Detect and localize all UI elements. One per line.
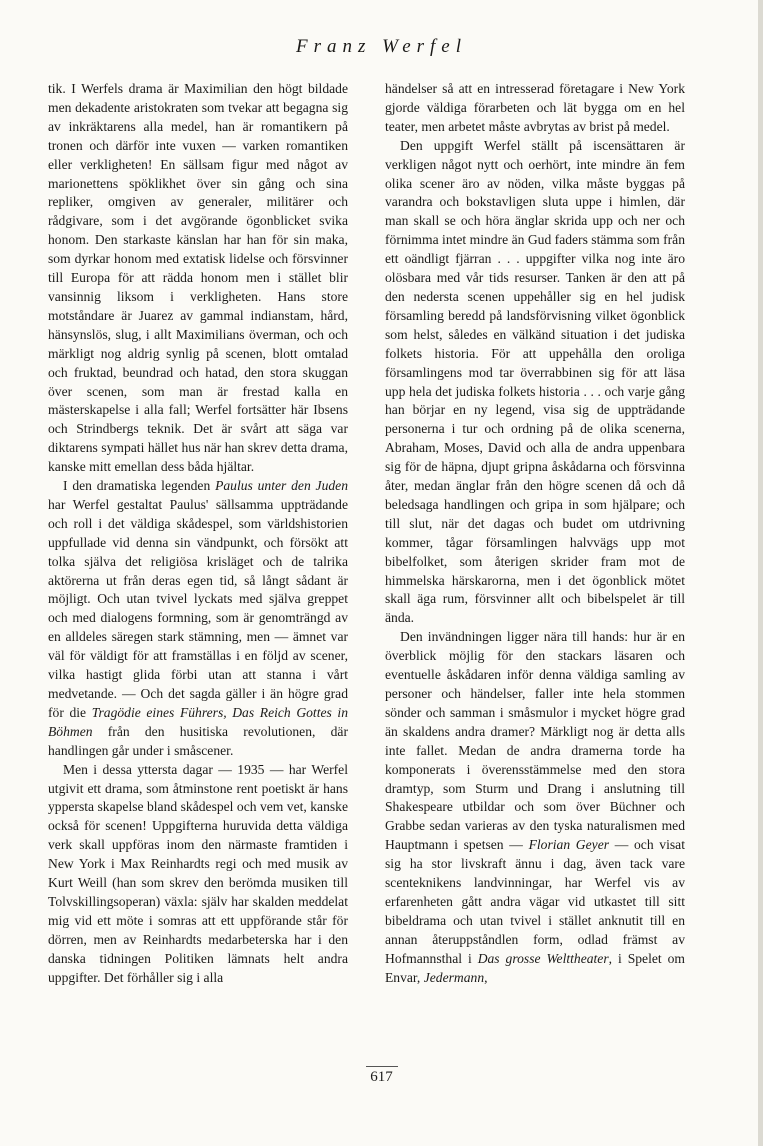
paragraph: I den dramatiska legenden Paulus unter den Juden har Werfel gestaltat Paulus' sällsamma uppträdande och roll i det väldiga skådespel, som världshistorien uppfullade vid denna sin vändpunkt, och försökt att tolka själva det religiösa krisläget och de talrika aktörerna ut från deras egen tid, så långt sådant är möjligt. Och utan tvivel lyckats med själva greppet och med dialogens formning, som är genomträngd av en alldeles säregen stark stämning, men — ämnet var väl för väldigt för att framställas i en följd av scener, vilka hastigt glida förbi utan att stanna i vårt medvetande. — Och det sagda gäller i än högre grad för die Tragödie eines Führers, Das Reich Gottes in Böhmen från den husitiska revolutionen, där handlingen går under i småscener. <box>48 478 348 758</box>
work-title: Paulus unter den Juden <box>215 478 348 494</box>
work-title: Das grosse Welttheater <box>477 950 609 966</box>
paragraph: Den invändningen ligger nära till hands: hur är en överblick möjlig för den stackars läsaren och eventuelle åskådaren inför denna väldiga samling av personer och händelser, faller inte hela stommen sönder och samman i småsmulor i mycket högre grad än skaldens andra dramer? Märkligt nog är detta alls inte fallet. Medan de andra dramerna torde ha komponerats i överensstämmelse med den stora dramtyp, som Sturm und Drang i anslutning till Shakespeare utbildar och som över Büchner och Grabbe sedan varieras av den tyska naturalismen med Hauptmann i spetsen — Florian Geyer — och visat sig ha stor livskraft ännu i dag, även tack vare scenteknikens landvinningar, har Werfel vis av erfarenheten gått andra vägar vid utkastet till sitt bibeldrama och utan tvivel i stället anknutit till en annan återuppståndlen form, odlad främst av Hofmannsthal i Das grosse Welttheater, i Spelet om Envar, Jedermann, <box>385 629 685 985</box>
running-header: Franz Werfel <box>295 36 468 57</box>
work-title: Jedermann <box>423 969 485 985</box>
paragraph: Men i dessa yttersta dagar — 1935 — har Werfel utgivit ett drama, som åtminstone rent poetiskt är hans yppersta skapelse bland skådespel och vem vet, kanske också för scenen! Uppgifterna huruvida detta väldiga verk skall uppföras inom den närmaste framtiden i New York i Max Reinhardts regi och med musik av Kurt Weill (han som skrev den berömda musiken till Tolvskillingsoperan) växla: själv har skalden meddelat mig vid ett möte i somras att ett uppförande står för dörren, men av Reinhardts medarbeterska har i den danska tidningen Politiken lämnats helt andra uppgifter. Det förhåller sig i alla <box>48 761 348 985</box>
left-column <box>48 80 348 988</box>
paragraph: Den uppgift Werfel ställt på iscensättaren är verkligen något nytt och oerhört, inte mindre än fem olika scener äro av nöden, vilka måste byggas på varandra och bokstavligen sluta uppe i himlen, där man skall se och höra änglar skrida upp och ner och förnimma intet mindre än Gud faders stämma som från ett oändligt fjärran . . . uppgifter vilka nog inte äro olösbara med vår tids resurser. Tanken är den att på den nedersta scenen uppehåller sig en hel judisk församling beredd på landsförvisning vilket ögonblick som helst, således en välkänd situation i det judiska folkets historia. För att uppehålla den oroliga församlingens mod tar överrabbinen sig för att läsa upp hela det judiska folkets historia . . . och varje gång han börjar en ny legend, visa sig de uppträdande personerna i tur och ordning på de olika scenerna, Abraham, Moses, David och alla de andra uppenbara sig för de häpna, djupt gripna åskådarna och försvinna åter, medan änglar från den högre scenen då och då beledsaga handlingen och gripa in som hjälpare; och till slut, när det dagas och budet om utdrivning kommer, tågar församlingen halvvägs upp mot bibelfolket, som återigen skrider fram mot de himmelska härskarorna, men i det ögonblick mötet skall äga rum, försvinner allt och bibelspelet är till ända. <box>385 137 685 626</box>
work-title: Florian Geyer <box>528 837 610 853</box>
paragraph: tik. I Werfels drama är Maximilian den högt bildade men dekadente aristokraten som tvekar att begagna sig av inkräktarens alla medel, han är romantikern på tronen och därför inte vuxen — varken romantiken eller verkligheten! En sällsam figur med något av marionettens spöklikhet över sin gång och sina repliker, omgiven av generaler, militärer och rådgivare, som i det avgörande ögonblicket svika honom. Den starkaste känslan har han för sin maka, som dyrkar honom med extatisk lidelse och försvinner till Europa för att rädda honom men i stället blir vansinnig liksom i verkligheten. Hans store motståndare är Juarez av gammal indianstam, hård, hänsynslös, slug, i allt Maximilians överman, och och märkligt nog aldrig synlig på scenen, blott omtalad och fruktad, beundrad och hatad, den stora skuggan över scenen, som man är frestad kalla en mästerskapelse i alla fall; Werfel fortsätter här Ibsens och Strindbergs teknik. Det är svårt att säga var diktarens sympati hället hus när han skrev detta drama, kanske mitt emellan dess båda hjältar. <box>48 81 348 475</box>
work-title: Tragödie eines Führers, Das Reich Gottes in Böhmen <box>48 704 348 739</box>
paragraph: händelser så att en intresserad företagare i New York gjorde väldiga förarbeten och lät bygga om en hel teater, men arbetet måste avbrytas av brist på medel. <box>385 81 685 134</box>
page-number: 617 <box>0 1066 763 1086</box>
right-column <box>385 80 685 988</box>
